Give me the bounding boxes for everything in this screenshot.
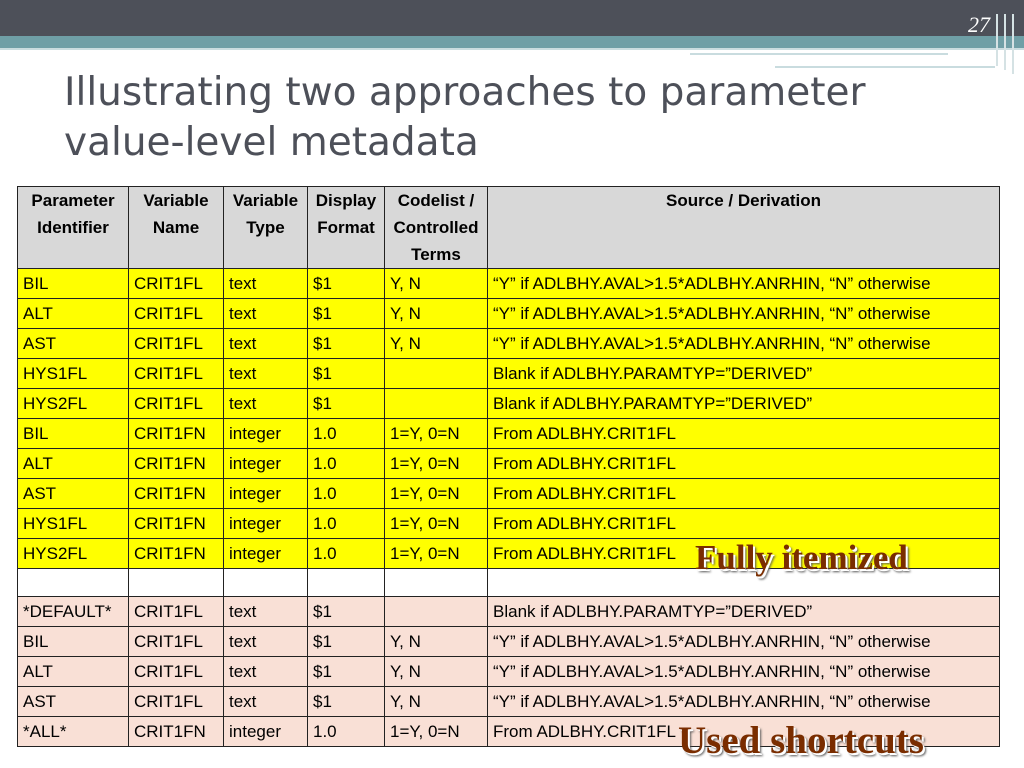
table-cell: BIL xyxy=(18,627,129,657)
table-cell: CRIT1FL xyxy=(129,299,224,329)
table-row xyxy=(18,329,1000,359)
table-cell: CRIT1FN xyxy=(129,419,224,449)
table-cell: AST xyxy=(18,479,129,509)
table-row xyxy=(18,627,1000,657)
column-header: Parameter Identifier xyxy=(18,187,129,269)
table-cell: 1.0 xyxy=(308,717,385,747)
table-cell: 1=Y, 0=N xyxy=(385,509,488,539)
table-cell: $1 xyxy=(308,359,385,389)
table-row xyxy=(18,389,1000,419)
table-cell: text xyxy=(224,359,308,389)
table-cell: 1.0 xyxy=(308,449,385,479)
table-cell: CRIT1FL xyxy=(129,389,224,419)
table-row xyxy=(18,269,1000,299)
table-cell: Y, N xyxy=(385,627,488,657)
table-cell: integer xyxy=(224,539,308,569)
table-cell: HYS2FL xyxy=(18,539,129,569)
table-cell: 1=Y, 0=N xyxy=(385,539,488,569)
column-header: Variable Name xyxy=(129,187,224,269)
slide-number: 27 xyxy=(968,12,990,37)
table-cell: From ADLBHY.CRIT1FL xyxy=(488,419,1000,449)
table-cell xyxy=(385,359,488,389)
slide-title: Illustrating two approaches to parameter value-level metadata xyxy=(64,70,866,165)
accent-band xyxy=(0,36,1024,48)
column-header: Display Format xyxy=(308,187,385,269)
table-cell: From ADLBHY.CRIT1FL xyxy=(488,479,1000,509)
table-cell: HYS1FL xyxy=(18,509,129,539)
table-header-row xyxy=(18,187,1000,269)
table-cell: “Y” if ADLBHY.AVAL>1.5*ADLBHY.ANRHIN, “N” otherwise xyxy=(488,687,1000,717)
table-row xyxy=(18,449,1000,479)
table-cell: CRIT1FL xyxy=(129,627,224,657)
table-cell: integer xyxy=(224,717,308,747)
table-cell: CRIT1FN xyxy=(129,449,224,479)
header-band xyxy=(0,0,1024,36)
table-cell: CRIT1FL xyxy=(129,269,224,299)
table-cell: text xyxy=(224,627,308,657)
table-cell: $1 xyxy=(308,299,385,329)
table-cell: Y, N xyxy=(385,329,488,359)
table-row xyxy=(18,657,1000,687)
table-cell: 1=Y, 0=N xyxy=(385,717,488,747)
table-cell: CRIT1FN xyxy=(129,479,224,509)
table-cell: 1=Y, 0=N xyxy=(385,479,488,509)
table-cell: “Y” if ADLBHY.AVAL>1.5*ADLBHY.ANRHIN, “N” otherwise xyxy=(488,299,1000,329)
table-cell: Y, N xyxy=(385,269,488,299)
table-cell: ALT xyxy=(18,449,129,479)
table-cell: 1=Y, 0=N xyxy=(385,419,488,449)
table-row xyxy=(18,359,1000,389)
table-cell: Y, N xyxy=(385,657,488,687)
table-cell xyxy=(385,389,488,419)
table-cell: CRIT1FL xyxy=(129,359,224,389)
table-cell: CRIT1FL xyxy=(129,329,224,359)
table-row xyxy=(18,597,1000,627)
table-row xyxy=(18,687,1000,717)
value-level-metadata-table xyxy=(17,186,1000,747)
table-cell: CRIT1FL xyxy=(129,657,224,687)
table-cell: CRIT1FN xyxy=(129,717,224,747)
column-header: Codelist / Controlled Terms xyxy=(385,187,488,269)
table-cell: $1 xyxy=(308,627,385,657)
table-cell: 1.0 xyxy=(308,539,385,569)
table-cell: Blank if ADLBHY.PARAMTYP=”DERIVED” xyxy=(488,389,1000,419)
table-row xyxy=(18,509,1000,539)
used-shortcuts-label: Used shortcuts xyxy=(678,719,924,762)
column-header: Source / Derivation xyxy=(488,187,1000,269)
table-cell: HYS1FL xyxy=(18,359,129,389)
table-cell: 1=Y, 0=N xyxy=(385,449,488,479)
table-cell: Y, N xyxy=(385,299,488,329)
table-cell: text xyxy=(224,329,308,359)
table-cell: “Y” if ADLBHY.AVAL>1.5*ADLBHY.ANRHIN, “N” otherwise xyxy=(488,329,1000,359)
table-cell: From ADLBHY.CRIT1FL xyxy=(488,509,1000,539)
table-cell: “Y” if ADLBHY.AVAL>1.5*ADLBHY.ANRHIN, “N” otherwise xyxy=(488,657,1000,687)
table-cell: CRIT1FL xyxy=(129,597,224,627)
table-cell: $1 xyxy=(308,657,385,687)
decorative-line xyxy=(0,48,1024,50)
table-cell xyxy=(385,597,488,627)
table-cell: $1 xyxy=(308,597,385,627)
table-cell: 1.0 xyxy=(308,509,385,539)
column-header: Variable Type xyxy=(224,187,308,269)
table-cell: CRIT1FN xyxy=(129,539,224,569)
decorative-bar xyxy=(1012,14,1014,74)
table-cell: AST xyxy=(18,329,129,359)
table-cell: text xyxy=(224,269,308,299)
table-cell: integer xyxy=(224,509,308,539)
table-cell: HYS2FL xyxy=(18,389,129,419)
table-cell: BIL xyxy=(18,419,129,449)
table-cell: From ADLBHY.CRIT1FL xyxy=(488,717,1000,747)
decorative-line xyxy=(690,53,948,55)
table-cell: AST xyxy=(18,687,129,717)
table-cell: text xyxy=(224,657,308,687)
table-cell: ALT xyxy=(18,299,129,329)
table-cell: integer xyxy=(224,479,308,509)
table-cell: text xyxy=(224,389,308,419)
table-cell: text xyxy=(224,299,308,329)
table-cell: *ALL* xyxy=(18,717,129,747)
table-cell: $1 xyxy=(308,687,385,717)
table-cell: 1.0 xyxy=(308,479,385,509)
table-row xyxy=(18,299,1000,329)
fully-itemized-label: Fully itemized xyxy=(695,538,908,577)
decorative-bar xyxy=(1004,14,1006,70)
table-cell: $1 xyxy=(308,389,385,419)
table-cell: From ADLBHY.CRIT1FL xyxy=(488,449,1000,479)
table-cell: BIL xyxy=(18,269,129,299)
table-cell: integer xyxy=(224,419,308,449)
table-cell: “Y” if ADLBHY.AVAL>1.5*ADLBHY.ANRHIN, “N” otherwise xyxy=(488,269,1000,299)
table-cell: ALT xyxy=(18,657,129,687)
decorative-bar xyxy=(996,14,998,66)
table-cell: CRIT1FN xyxy=(129,509,224,539)
table-cell: 1.0 xyxy=(308,419,385,449)
table-cell: Blank if ADLBHY.PARAMTYP=”DERIVED” xyxy=(488,597,1000,627)
table-cell: $1 xyxy=(308,329,385,359)
table-cell: $1 xyxy=(308,269,385,299)
table-row xyxy=(18,479,1000,509)
table-cell: CRIT1FL xyxy=(129,687,224,717)
table-cell: integer xyxy=(224,449,308,479)
table-cell: “Y” if ADLBHY.AVAL>1.5*ADLBHY.ANRHIN, “N” otherwise xyxy=(488,627,1000,657)
table-cell: From ADLBHY.CRIT1FL xyxy=(488,539,1000,569)
table-cell: text xyxy=(224,597,308,627)
table-cell: *DEFAULT* xyxy=(18,597,129,627)
table-cell: text xyxy=(224,687,308,717)
table-cell: Y, N xyxy=(385,687,488,717)
table-row xyxy=(18,419,1000,449)
table-cell: Blank if ADLBHY.PARAMTYP=”DERIVED” xyxy=(488,359,1000,389)
